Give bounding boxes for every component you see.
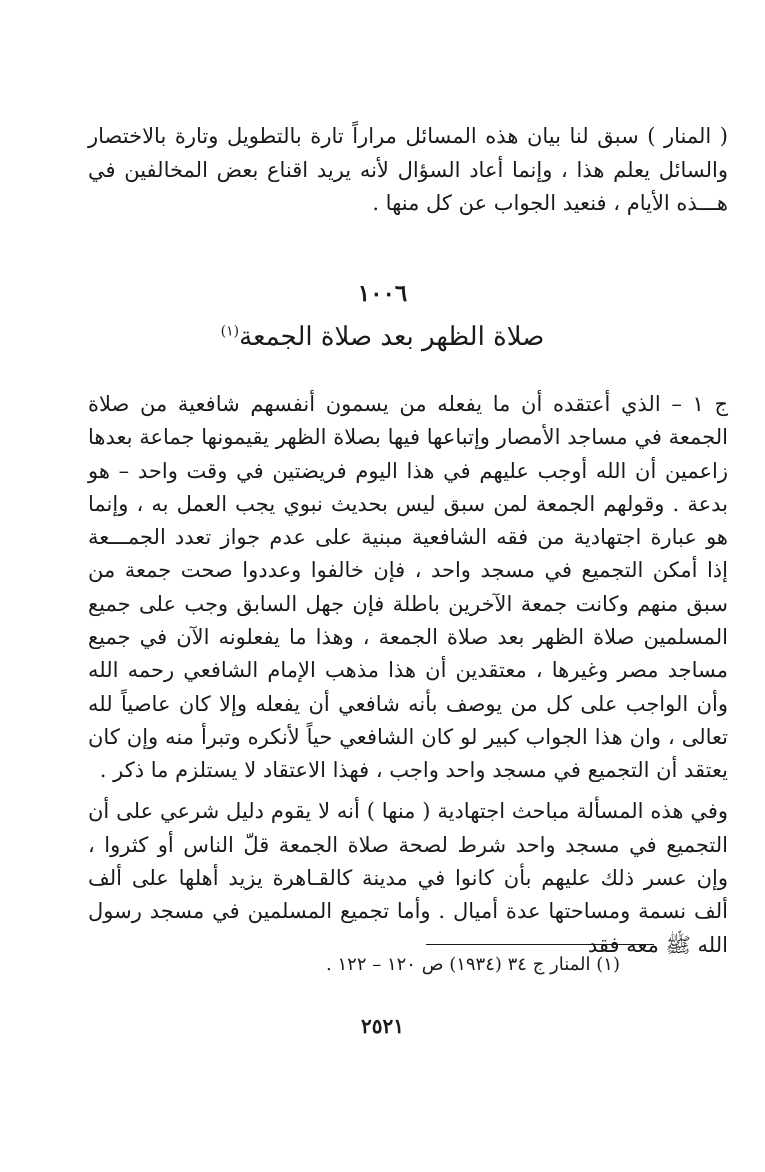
intro-paragraph — [88, 120, 728, 221]
footnote: (١) المنار ج ٣٤ (١٩٣٤) ص ١٢٠ – ١٢٢ . — [326, 954, 620, 975]
fatwa-title — [0, 322, 765, 352]
fatwa-number: ١٠٠٦ — [357, 280, 408, 307]
fatwa-title-text: صلاة الظهر بعد صلاة الجمعة — [239, 322, 545, 352]
answer-paragraph-2: وفي هذه المسألة مباحث اجتهادية ( منها ) أنه لا يقوم دليل شرعي على أن التجميع في مسجد واحد شرط لصحة صلاة الجمعة قلّ الناس أو كثروا ، وإن عسر ذلك عليهم بأن كانوا في مدينة كالقـاهرة يزيد أهلها على ألف ألف نسمة ومساحتها عدة أميال . وأما تجميع المسلمين في مسجد رسول الله ﷺ معه فقد — [88, 799, 728, 957]
intro-text: ( المنار ) سبق لنا بيان هذه المسائل مراراً تارة بالتطويل وتارة بالاختصار والسائل يعلم هذا ، وإنما أعاد السؤال لأنه يريد اقناع بعض المخالفين في هـــذه الأيام ، فنعيد الجواب عن كل منها . — [88, 124, 728, 216]
answer-section — [88, 388, 728, 962]
answer-paragraph-1: ج ١ – الذي أعتقده أن ما يفعله من يسمون أنفسهم شافعية من صلاة الجمعة في مساجد الأمصار وإتباعها فيها بصلاة الظهر يقيمونها جماعة بعدها زاعمين أن الله أوجب عليهم في هذا اليوم فريضتين في وقت واحد – هو بدعة . وقولهم الجمعة لمن سبق ليس بحديث نبوي يجب العمل به ، وإنما هو عبارة اجتهادية من فقه الشافعية مبنية على عدم جواز تعدد الجمـــعة إذا أمكن التجميع في مسجد واحد ، فإن خالفوا وعددوا صحت جمعة من سبق منهم وكانت جمعة الآخرين باطلة فإن جهل السابق وجب على جميع المسلمين صلاة الظهر بعد صلاة الجمعة ، وهذا ما يفعلونه الآن في جميع مساجد مصر وغيرها ، معتقدين أن هذا مذهب الإمام الشافعي رحمه الله وأن الواجب على كل من يوصف بأنه شافعي أن يفعله وإلا كان عاصياً لله تعالى ، وان هذا الجواب كبير لو كان الشافعي حياً لأنكره وتبرأ منه وإن كان يعتقد أن التجميع في مسجد واحد واجب ، فهذا الاعتقاد لا يستلزم ما ذكر . — [88, 392, 729, 783]
footnote-divider — [426, 944, 654, 945]
page-number: ٢٥٢١ — [361, 1014, 404, 1038]
title-footnote-marker: (١) — [220, 323, 240, 340]
